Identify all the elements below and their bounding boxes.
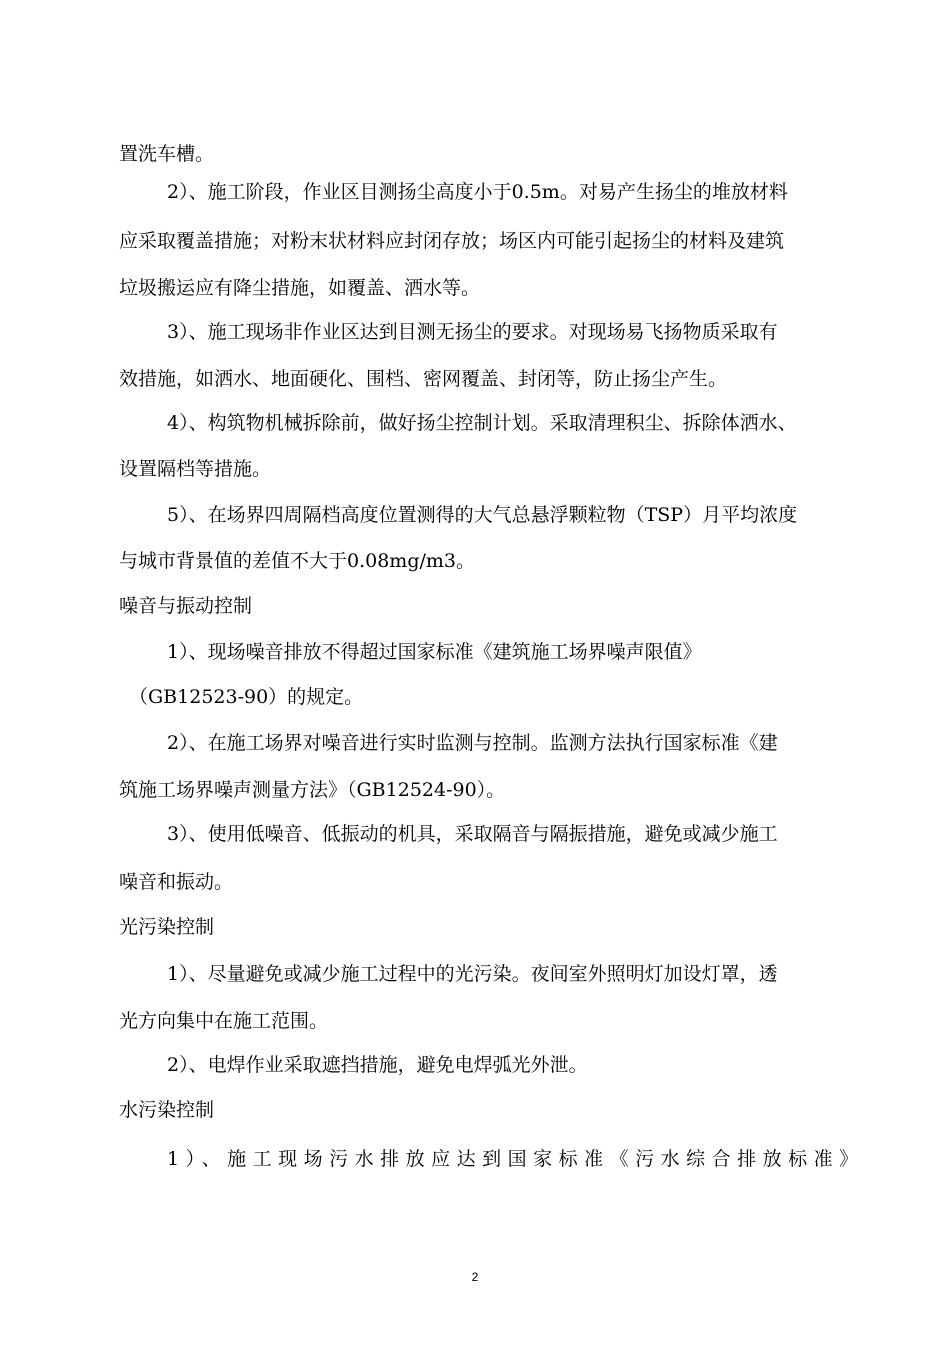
paragraph-line: 3）、使用低噪音、低振动的机具，采取隔音与隔振措施，避免或减少施工 [167,823,778,845]
paragraph-line: 2）、施工阶段，作业区目测扬尘高度小于0.5m。对易产生扬尘的堆放材料 [167,181,788,203]
paragraph-line: 2）、在施工场界对噪音进行实时监测与控制。监测方法执行国家标准《建 [167,732,778,754]
paragraph-line: 与城市背景值的差值不大于0.08mg/m3。 [119,550,475,572]
paragraph-line: 1）、现场噪音排放不得超过国家标准《建筑施工场界噪声限值》 [167,641,702,663]
paragraph-line: 筑施工场界噪声测量方法》（GB12524-90）。 [119,779,506,801]
paragraph-line: 1）、施工现场污水排放应达到国家标准《污水综合排放标准》 [167,1148,865,1170]
paragraph-line: 效措施，如洒水、地面硬化、围档、密网覆盖、封闭等，防止扬尘产生。 [119,368,728,390]
paragraph-line: （GB12523-90）的规定。 [129,686,364,708]
paragraph-line: 置洗车槽。 [119,143,215,165]
paragraph-line: 垃圾搬运应有降尘措施，如覆盖、洒水等。 [119,277,481,299]
paragraph-line: 应采取覆盖措施；对粉末状材料应封闭存放；场区内可能引起扬尘的材料及建筑 [119,230,785,252]
section-heading: 水污染控制 [119,1099,215,1121]
page-number: 2 [471,1270,479,1284]
paragraph-line: 5）、在场界四周隔档高度位置测得的大气总悬浮颗粒物（TSP）月平均浓度 [167,504,798,526]
paragraph-line: 1）、尽量避免或减少施工过程中的光污染。夜间室外照明灯加设灯罩，透 [167,963,778,985]
paragraph-line: 噪音和振动。 [119,871,234,893]
paragraph-line: 光方向集中在施工范围。 [119,1010,329,1032]
paragraph-line: 2）、电焊作业采取遮挡措施，避免电焊弧光外泄。 [167,1054,588,1076]
paragraph-line: 设置隔档等措施。 [119,458,272,480]
paragraph-line: 4）、构筑物机械拆除前，做好扬尘控制计划。采取清理积尘、拆除体洒水、 [167,412,797,434]
paragraph-line: 3）、施工现场非作业区达到目测无扬尘的要求。对现场易飞扬物质采取有 [167,321,778,343]
section-heading: 光污染控制 [119,916,215,938]
section-heading: 噪音与振动控制 [119,595,253,617]
